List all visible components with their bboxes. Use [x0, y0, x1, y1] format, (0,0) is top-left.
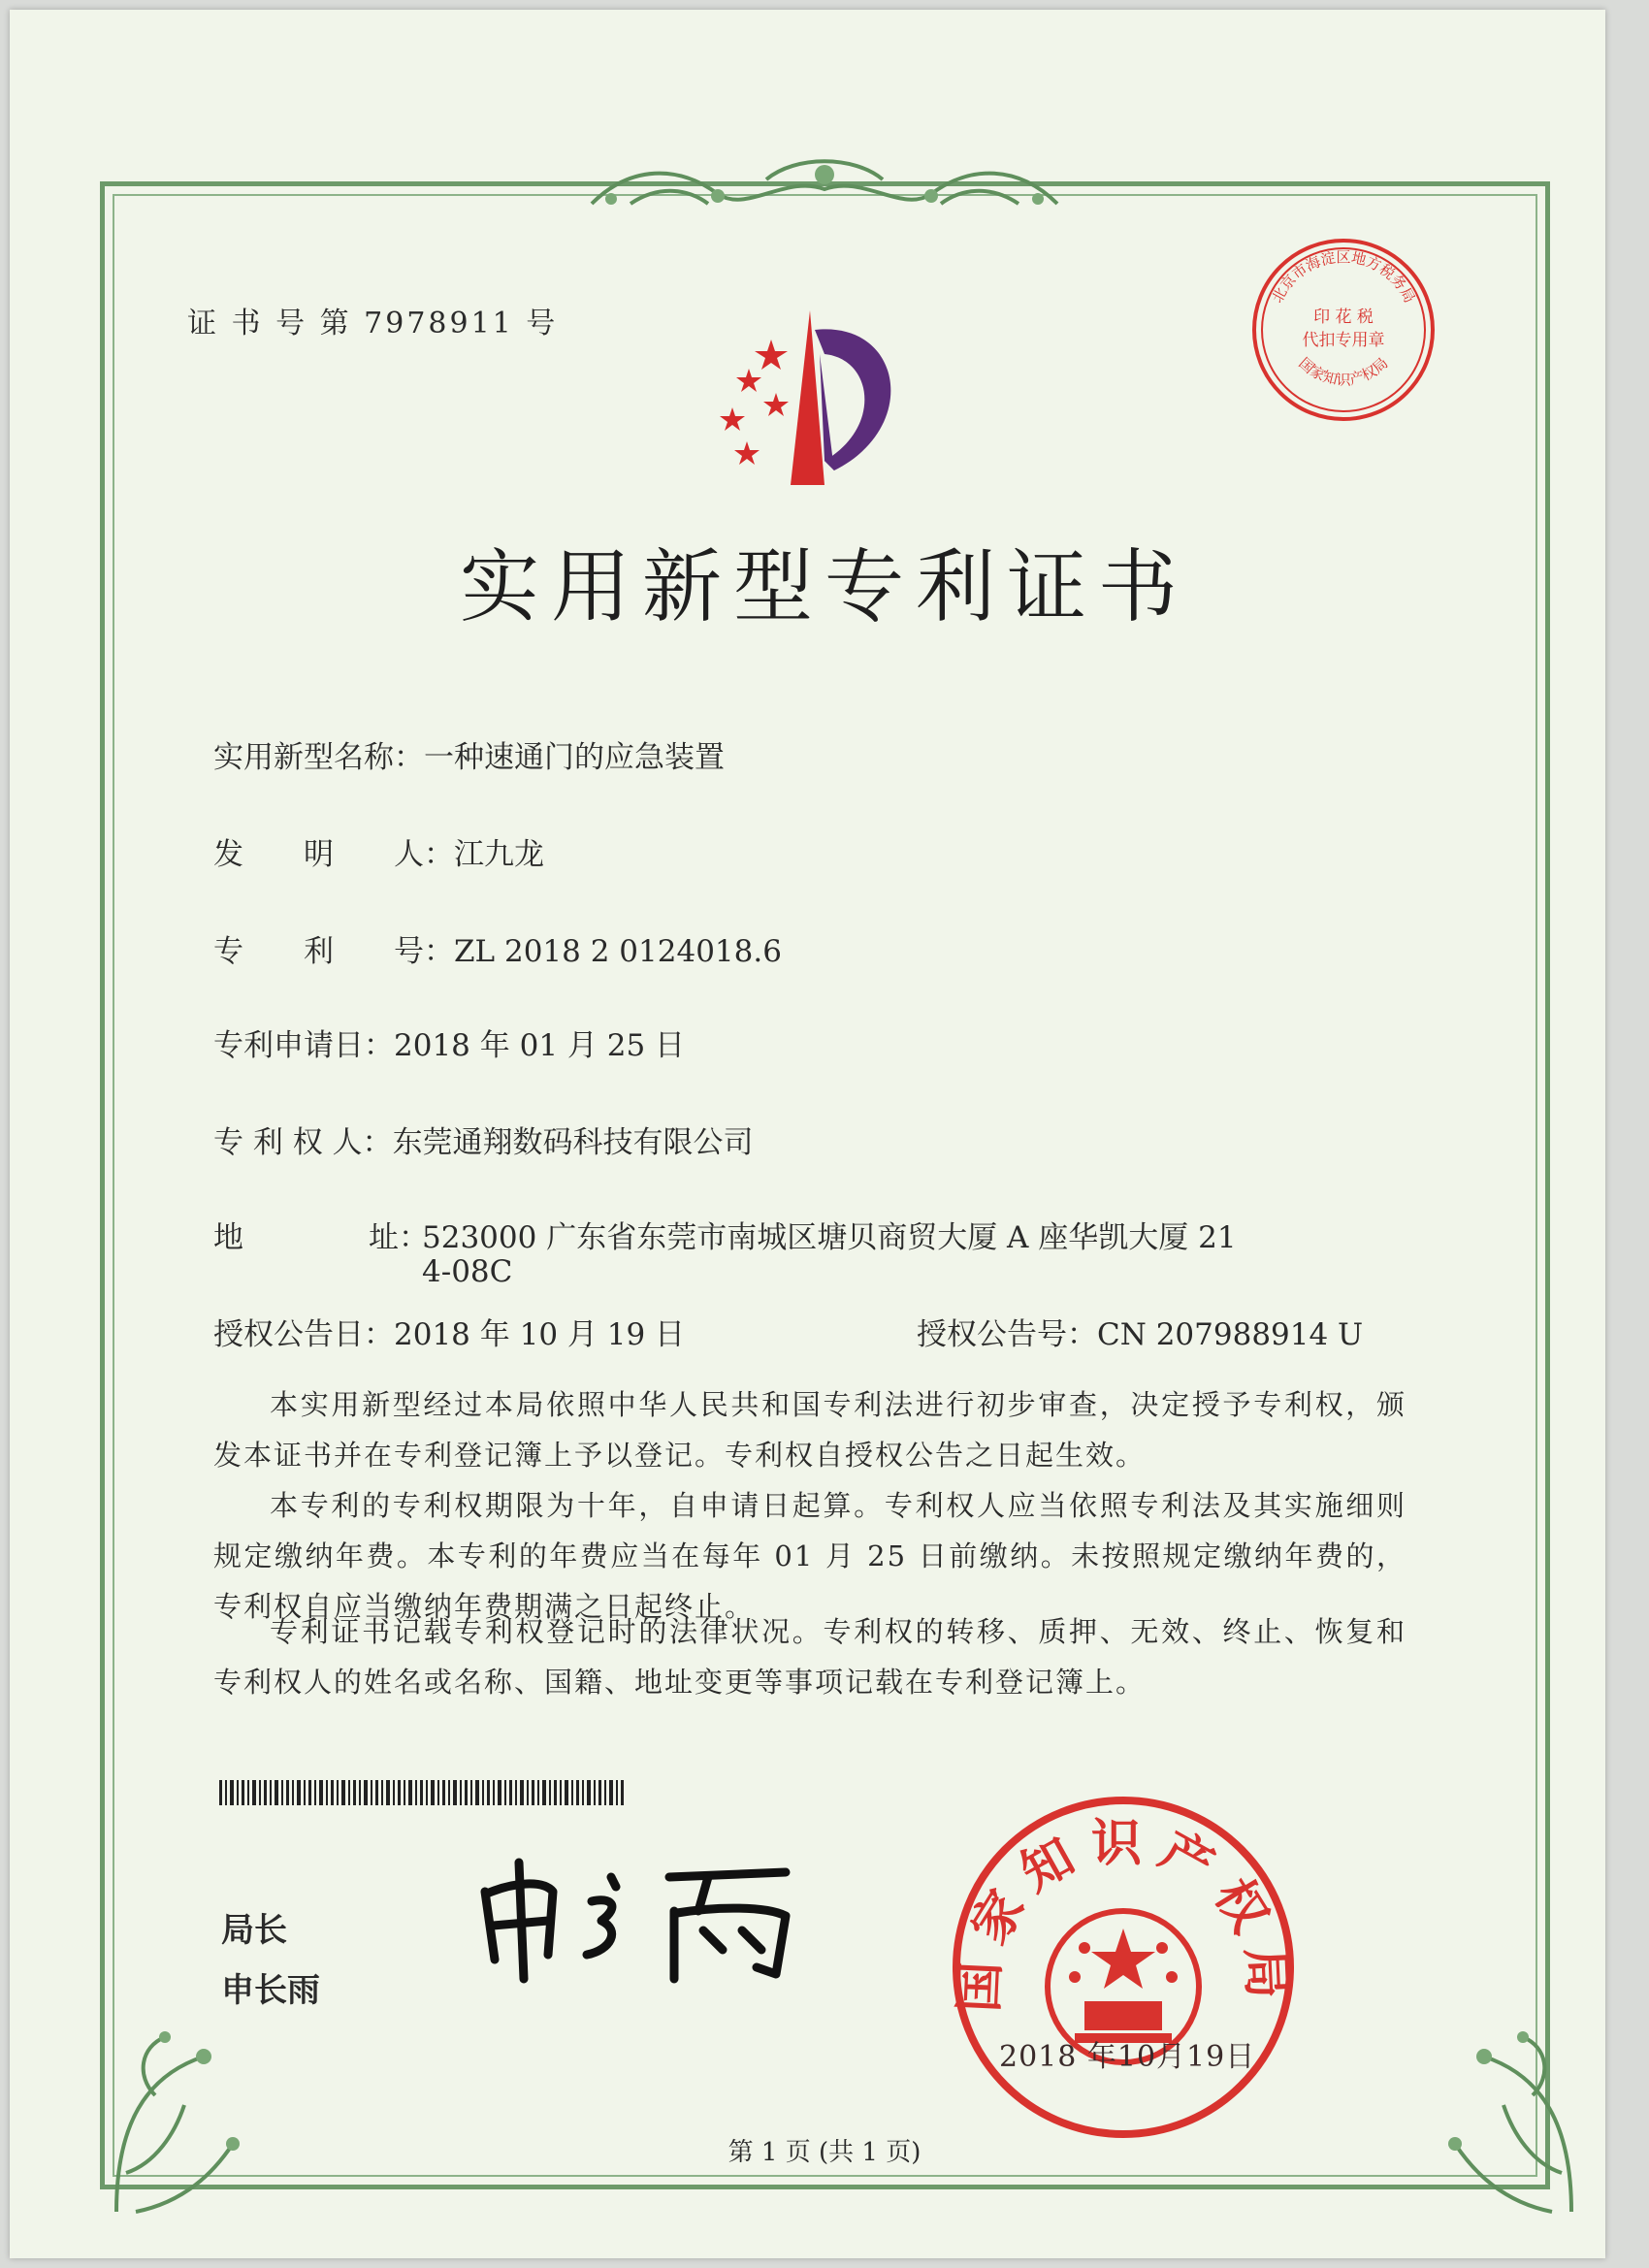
field-label: 实用新型名称：	[213, 740, 424, 775]
signatory-name: 申长雨	[221, 1971, 320, 2010]
tax-seal-center-line2: 代扣专用章	[1302, 331, 1385, 350]
field-patentee	[213, 1118, 754, 1161]
field-value: 东莞通翔数码科技有限公司	[392, 1125, 754, 1160]
field-value: 2018 年 10 月 19 日	[394, 1317, 686, 1352]
tax-bureau-seal	[1246, 233, 1440, 427]
corner-ornament-left	[97, 1979, 291, 2231]
certificate-number: 证 书 号 第 7978911 号	[187, 307, 559, 340]
official-seal-text: 国家知识产权局	[950, 1815, 1297, 2014]
field-label: 发 明 人：	[213, 837, 454, 872]
signatory-title: 局长	[221, 1911, 287, 1950]
body-paragraph: 本实用新型经过本局依照中华人民共和国专利法进行初步审查，决定授予专利权，颁发本证书并在专利登记簿上予以登记。专利权自授权公告之日起生效。	[213, 1388, 1406, 1472]
national-ip-administration-seal	[949, 1793, 1298, 2142]
field-value: CN 207988914 U	[1097, 1317, 1364, 1352]
field-grant-date	[213, 1310, 685, 1353]
svg-text:国家知识产权局	[951, 1815, 1297, 2014]
svg-text:国家知识产权局	[1296, 354, 1392, 388]
tax-seal-bottom-text: 国家知识产权局	[1295, 354, 1392, 389]
field-grant-number	[917, 1310, 1363, 1353]
field-address-label-2: 址：	[369, 1220, 429, 1255]
tax-seal-center-line1: 印 花 税	[1313, 308, 1374, 327]
barcode	[219, 1780, 627, 1805]
field-label: 专 利 权 人：	[213, 1125, 393, 1160]
field-value: 一种速通门的应急装置	[424, 740, 725, 775]
field-value: 2018 年 01 月 25 日	[394, 1028, 686, 1063]
field-inventor	[213, 829, 544, 873]
field-address-line2: 4-08C	[422, 1254, 513, 1289]
tax-seal-ring-text: 北京市海淀区地方税务局	[1268, 248, 1419, 307]
field-label: 授权公告号：	[917, 1317, 1097, 1352]
field-label: 专 利 号：	[213, 934, 454, 969]
top-ornament	[572, 146, 1077, 233]
field-label: 授权公告日：	[213, 1317, 394, 1352]
certificate-title: 实用新型专利证书	[459, 541, 1189, 633]
field-label: 专利申请日：	[213, 1028, 394, 1063]
body-paragraph: 专利证书记载专利权登记时的法律状况。专利权的转移、质押、无效、终止、恢复和专利权人的姓名或名称、国籍、地址变更等事项记载在专利登记簿上。	[213, 1615, 1406, 1699]
field-address-line1: 523000 广东省东莞市南城区塘贝商贸大厦 A 座华凯大厦 21	[422, 1220, 1237, 1255]
corner-ornament-right	[1397, 1979, 1591, 2231]
field-patent-number	[213, 926, 782, 970]
field-address-label-1: 地	[213, 1220, 243, 1255]
body-paragraph: 本专利的专利权期限为十年，自申请日起算。专利权人应当依照专利法及其实施细则规定缴纳年费。本专利的年费应当在每年 01 月 25 日前缴纳。未按照规定缴纳年费的，专利权自应当缴纳年费期满之日起终止。	[213, 1489, 1406, 1623]
seal-date: 2018 年10月19日	[999, 2040, 1256, 2074]
handwritten-signature	[466, 1853, 815, 1989]
field-value: 江九龙	[454, 837, 544, 872]
field-utility-model-name	[213, 732, 725, 776]
patent-office-emblem-logo	[679, 301, 931, 495]
page-number: 第 1 页 (共 1 页)	[728, 2138, 922, 2167]
field-value: ZL 2018 2 0124018.6	[454, 934, 782, 969]
field-filing-date	[213, 1021, 685, 1064]
